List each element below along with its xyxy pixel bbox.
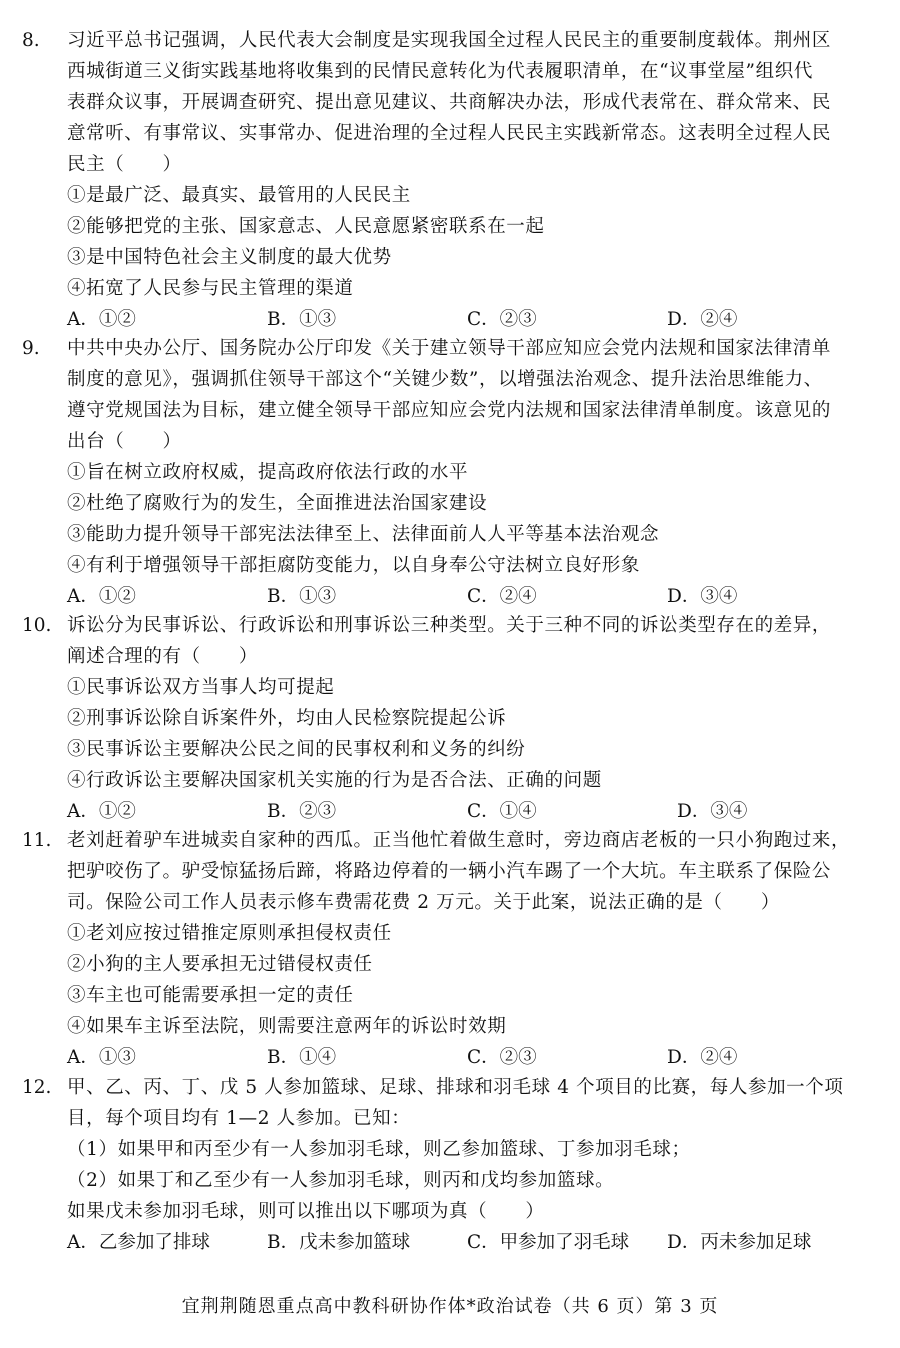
question-text: 民主（ ） — [67, 154, 182, 175]
option-b[interactable]: B．②③ — [267, 801, 337, 822]
question-text: 出台（ ） — [67, 431, 182, 452]
question-text: 诉讼分为民事诉讼、行政诉讼和刑事诉讼三种类型。关于三种不同的诉讼类型存在的差异， — [67, 615, 832, 636]
question-text: 西城街道三义街实践基地将收集到的民情民意转化为代表履职清单，在“议事堂屋”组织代 — [67, 61, 813, 82]
statement: ④拓宽了人民参与民主管理的渠道 — [67, 278, 354, 299]
question-text: 制度的意见》，强调抓住领导干部这个“关键少数”，以增强法治观念、提升法治思维能力、 — [67, 369, 823, 390]
option-b[interactable]: B．①③ — [267, 309, 337, 330]
statement: ①民事诉讼双方当事人均可提起 — [67, 677, 335, 698]
option-c[interactable]: C．甲参加了羽毛球 — [467, 1232, 630, 1253]
question-number: 11. — [22, 830, 52, 851]
answer-options — [67, 797, 867, 827]
statement: ③是中国特色社会主义制度的最大优势 — [67, 247, 392, 268]
option-a[interactable]: A．①② — [67, 586, 136, 607]
option-b[interactable]: B．戊未参加篮球 — [267, 1232, 411, 1253]
question-text: 把驴咬伤了。驴受惊猛扬后蹄，将路边停着的一辆小汽车踢了一个大坑。车主联系了保险公 — [67, 861, 832, 882]
statement: ④有利于增强领导干部拒腐防变能力，以自身奉公守法树立良好形象 — [67, 555, 641, 576]
option-c[interactable]: C．②④ — [467, 586, 537, 607]
option-d[interactable]: D．丙未参加足球 — [667, 1232, 812, 1253]
question-text: 老刘赶着驴车进城卖自家种的西瓜。正当他忙着做生意时，旁边商店老板的一只小狗跑过来， — [67, 830, 851, 851]
option-c[interactable]: C．①④ — [467, 801, 537, 822]
answer-options — [67, 305, 867, 335]
answer-options — [67, 1043, 867, 1073]
statement: ③能助力提升领导干部宪法法律至上、法律面前人人平等基本法治观念 — [67, 524, 660, 545]
question-number: 8. — [22, 30, 40, 51]
option-a[interactable]: A．①② — [67, 309, 136, 330]
option-c[interactable]: C．②③ — [467, 1047, 537, 1068]
condition-2: （2）如果丁和乙至少有一人参加羽毛球，则丙和戊均参加篮球。 — [67, 1170, 615, 1191]
question-text: 阐述合理的有（ ） — [67, 646, 259, 667]
condition-1: （1）如果甲和丙至少有一人参加羽毛球，则乙参加篮球、丁参加羽毛球； — [67, 1139, 691, 1160]
statement: ②杜绝了腐败行为的发生，全面推进法治国家建设 — [67, 493, 488, 514]
question-text: 如果戊未参加羽毛球，则可以推出以下哪项为真（ ） — [67, 1201, 545, 1222]
statement: ④行政诉讼主要解决国家机关实施的行为是否合法、正确的问题 — [67, 770, 602, 791]
question-text: 习近平总书记强调，人民代表大会制度是实现我国全过程人民民主的重要制度载体。荆州区 — [67, 30, 832, 51]
option-c[interactable]: C．②③ — [467, 309, 537, 330]
statement: ①老刘应按过错推定原则承担侵权责任 — [67, 923, 392, 944]
question-text: 中共中央办公厅、国务院办公厅印发《关于建立领导干部应知应会党内法规和国家法律清单 — [67, 338, 832, 359]
page-footer: 宜荆荆随恩重点高中教科研协作体*政治试卷（共 6 页）第 3 页 — [181, 1296, 719, 1317]
option-a[interactable]: A．乙参加了排球 — [67, 1232, 210, 1253]
option-d[interactable]: D．③④ — [677, 801, 748, 822]
option-b[interactable]: B．①③ — [267, 586, 337, 607]
question-text: 意常听、有事常议、实事常办、促进治理的全过程人民民主实践新常态。这表明全过程人民 — [67, 123, 832, 144]
question-text: 表群众议事，开展调查研究、提出意见建议、共商解决办法，形成代表常在、群众常来、民 — [67, 92, 832, 113]
question-text: 司。保险公司工作人员表示修车费需花费 2 万元。关于此案，说法正确的是（ ） — [67, 892, 780, 913]
question-number: 12. — [22, 1077, 52, 1098]
statement: ③车主也可能需要承担一定的责任 — [67, 985, 354, 1006]
option-d[interactable]: D．③④ — [667, 586, 738, 607]
statement: ②小狗的主人要承担无过错侵权责任 — [67, 954, 373, 975]
option-a[interactable]: A．①③ — [67, 1047, 136, 1068]
statement: ②刑事诉讼除自诉案件外，均由人民检察院提起公诉 — [67, 708, 507, 729]
option-d[interactable]: D．②④ — [667, 309, 738, 330]
option-b[interactable]: B．①④ — [267, 1047, 337, 1068]
statement: ②能够把党的主张、国家意志、人民意愿紧密联系在一起 — [67, 216, 545, 237]
statement: ①旨在树立政府权威，提高政府依法行政的水平 — [67, 462, 469, 483]
statement: ④如果车主诉至法院，则需要注意两年的诉讼时效期 — [67, 1016, 507, 1037]
statement: ①是最广泛、最真实、最管用的人民民主 — [67, 185, 411, 206]
question-number: 10. — [22, 615, 52, 636]
option-a[interactable]: A．①② — [67, 801, 136, 822]
question-text: 甲、乙、丙、丁、戊 5 人参加篮球、足球、排球和羽毛球 4 个项目的比赛，每人参加一个项 — [67, 1077, 844, 1098]
question-number: 9. — [22, 338, 40, 359]
option-d[interactable]: D．②④ — [667, 1047, 738, 1068]
statement: ③民事诉讼主要解决公民之间的民事权利和义务的纠纷 — [67, 739, 526, 760]
question-text: 目，每个项目均有 1—2 人参加。已知： — [67, 1108, 411, 1129]
question-text: 遵守党规国法为目标，建立健全领导干部应知应会党内法规和国家法律清单制度。该意见的 — [67, 400, 832, 421]
answer-options — [67, 1228, 867, 1258]
answer-options — [67, 582, 867, 612]
